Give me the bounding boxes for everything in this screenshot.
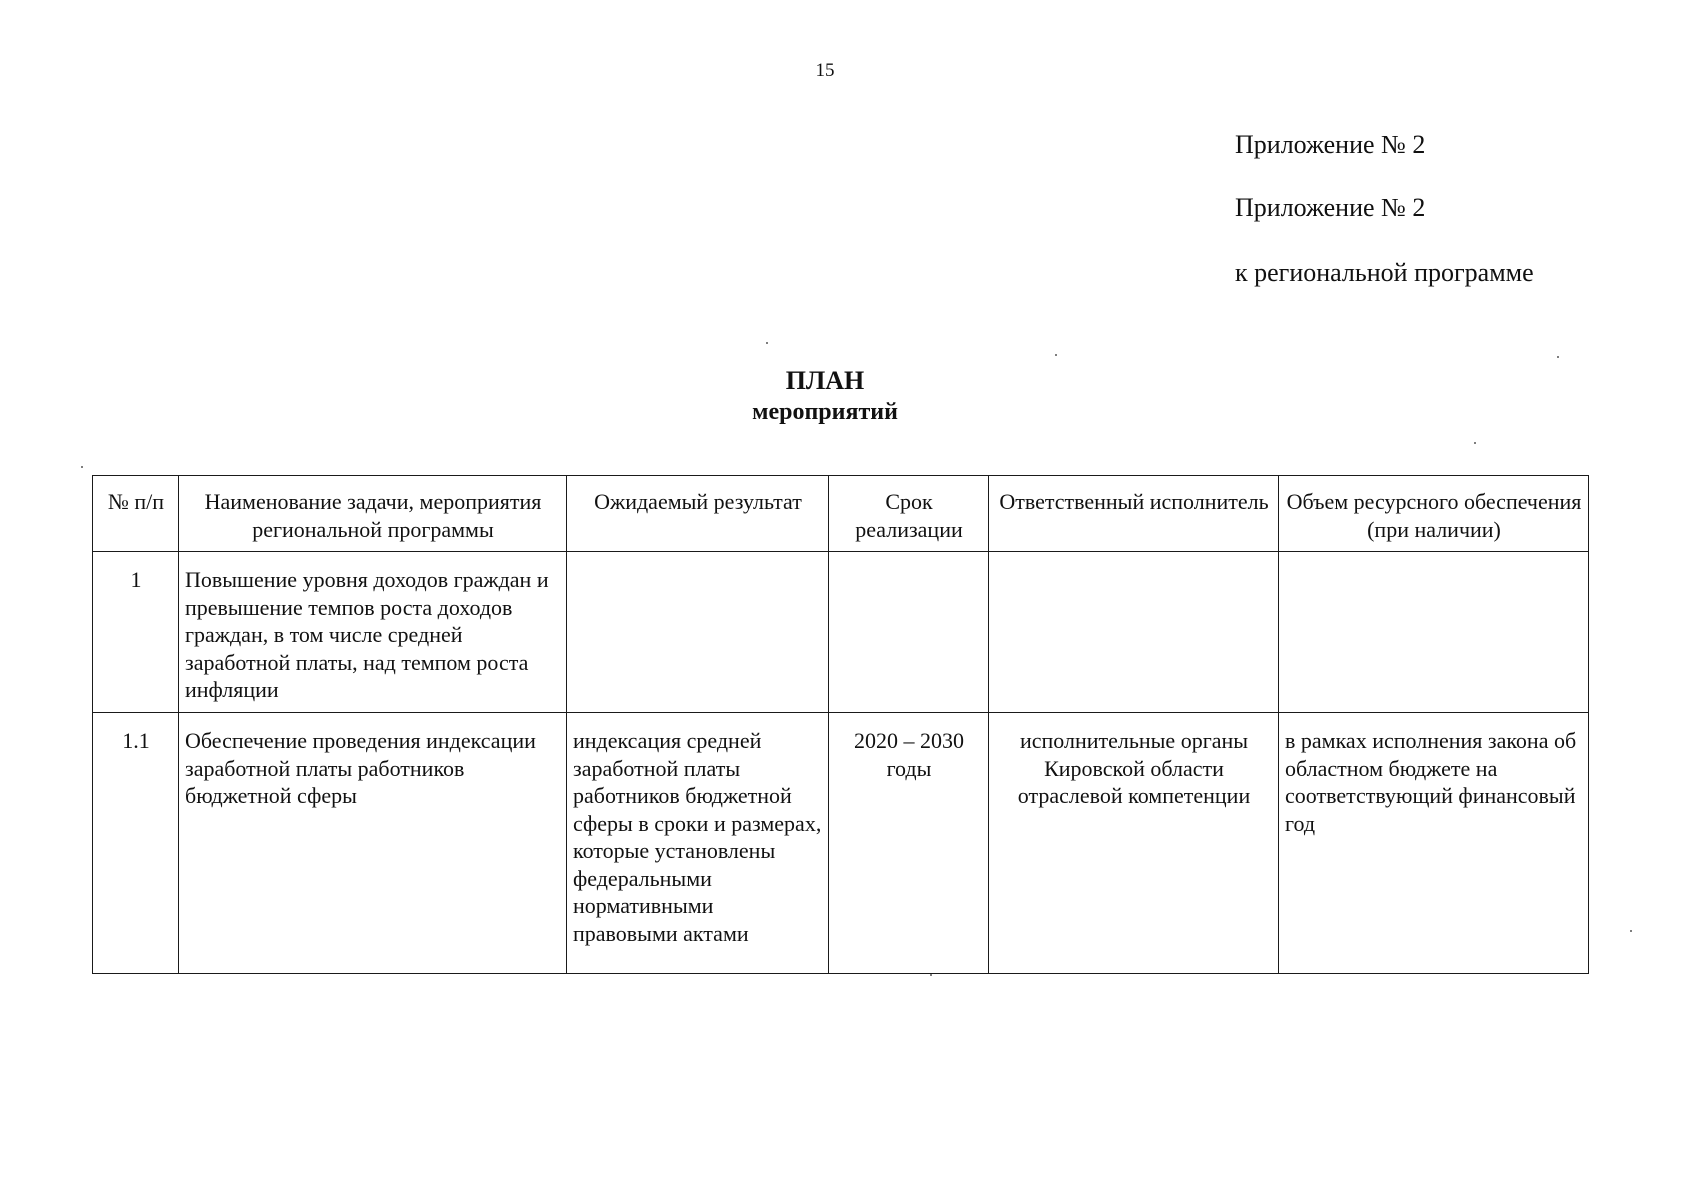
cell-number: 1.1 (93, 713, 179, 974)
column-header-result: Ожидаемый результат (567, 476, 829, 552)
appendix-label-repeat: Приложение № 2 (1235, 193, 1426, 222)
appendix-label: Приложение № 2 (1235, 130, 1426, 159)
cell-result: индексация средней заработной платы работников бюджетной сферы в сроки и размерах, которые установлены федеральными нормативными правовыми актами (567, 713, 829, 974)
column-header-number: № п/п (93, 476, 179, 552)
appendix-reference: к региональной программе (1235, 258, 1534, 287)
scan-speck (930, 974, 932, 976)
table-row (93, 552, 1589, 713)
cell-executor: исполнительные органы Кировской области отраслевой компетенции (989, 713, 1279, 974)
table-header-row (93, 476, 1589, 552)
scan-speck (1557, 356, 1559, 358)
cell-name: Обеспечение проведения индексации заработной платы работников бюджетной сферы (179, 713, 567, 974)
column-header-resources: Объем ресурсного обеспечения (при наличии) (1279, 476, 1589, 552)
cell-result (567, 552, 829, 713)
cell-resources (1279, 552, 1589, 713)
scan-speck (766, 342, 768, 344)
column-header-term: Срок реализации (829, 476, 989, 552)
scan-speck (1055, 354, 1057, 356)
plan-table (92, 475, 1589, 974)
column-header-name: Наименование задачи, мероприятия региональной программы (179, 476, 567, 552)
cell-term (829, 552, 989, 713)
scan-speck (1630, 930, 1632, 932)
cell-resources: в рамках исполнения закона об областном бюджете на соответствующий финансовый год (1279, 713, 1589, 974)
scan-speck (81, 466, 83, 468)
cell-executor (989, 552, 1279, 713)
page-number: 15 (815, 60, 835, 81)
scan-speck (1474, 442, 1476, 444)
document-title (0, 365, 1650, 427)
cell-name: Повышение уровня доходов граждан и превышение темпов роста доходов граждан, в том числе средней заработной платы, над темпом роста инфляции (179, 552, 567, 713)
table-row (93, 713, 1589, 974)
column-header-executor: Ответственный исполнитель (989, 476, 1279, 552)
title-sub: мероприятий (752, 399, 898, 425)
title-main: ПЛАН (785, 366, 865, 395)
cell-term: 2020 – 2030 годы (829, 713, 989, 974)
cell-number: 1 (93, 552, 179, 713)
